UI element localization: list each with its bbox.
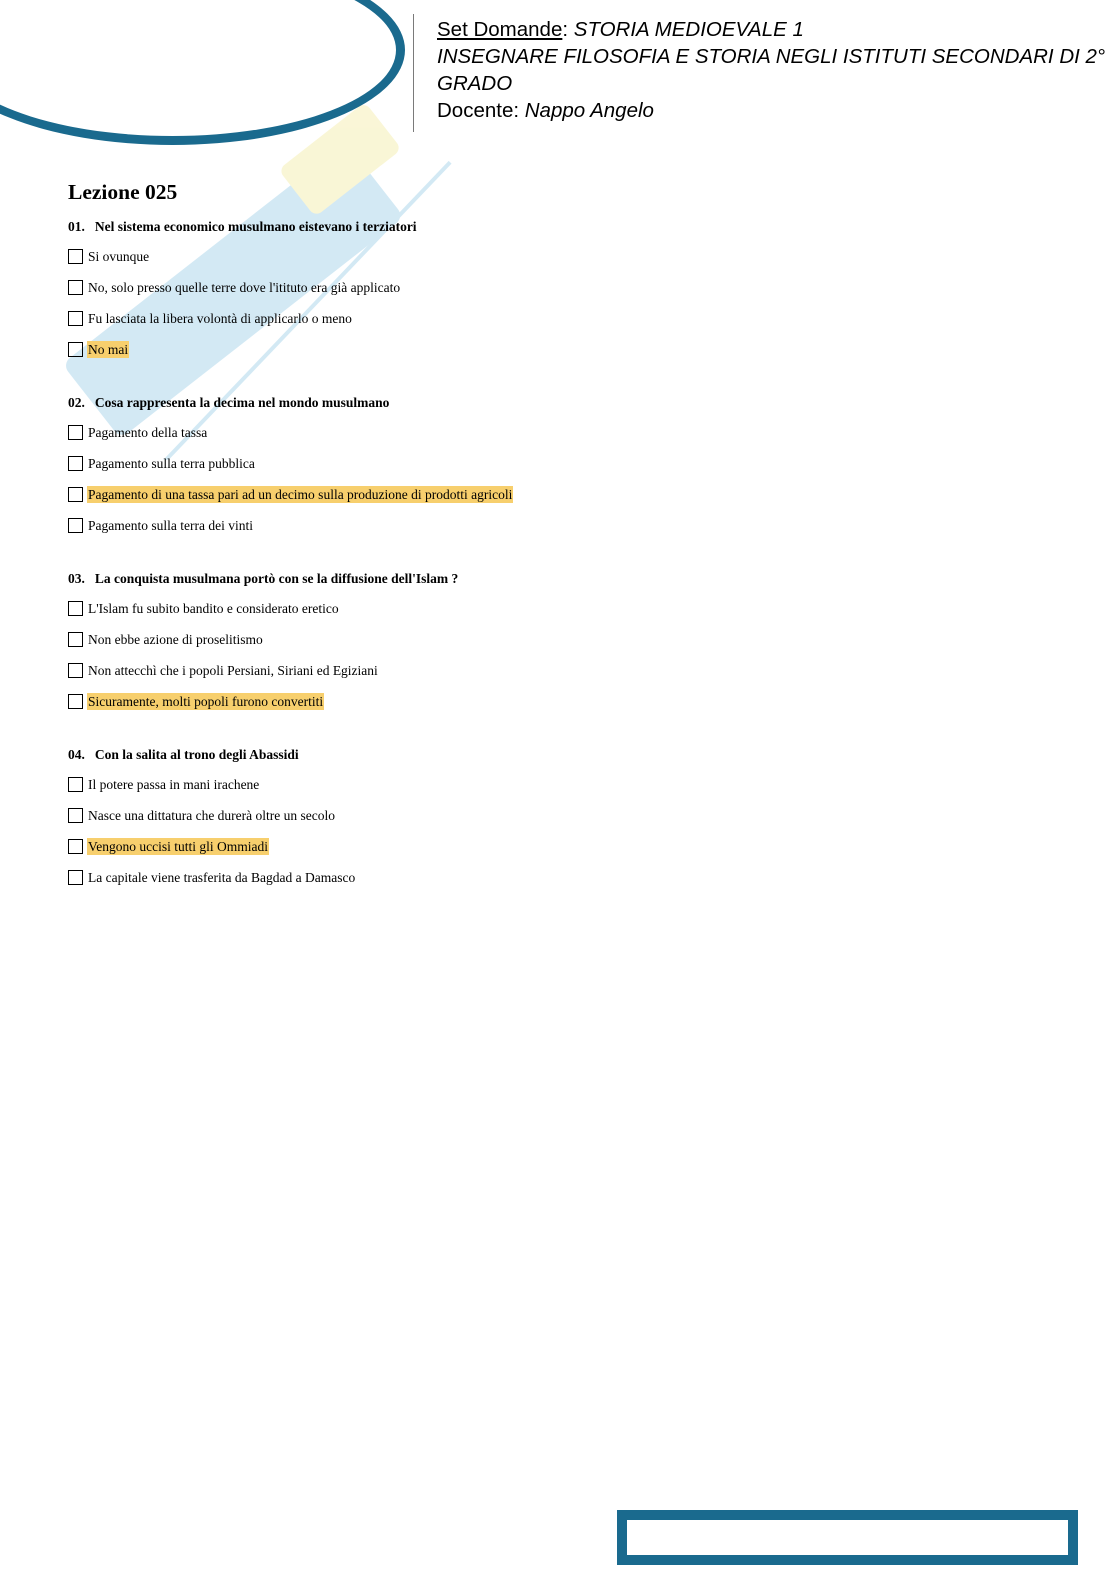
document-header bbox=[437, 16, 1107, 124]
question-number: 01. bbox=[68, 219, 85, 234]
answer-label: Non attecchì che i popoli Persiani, Siriani ed Egiziani bbox=[88, 663, 378, 678]
answer-label: Non ebbe azione di proselitismo bbox=[88, 632, 263, 647]
question-label: La conquista musulmana portò con se la diffusione dell'Islam ? bbox=[94, 571, 459, 586]
answer-label: Fu lasciata la libera volontà di applicarlo o meno bbox=[88, 311, 352, 326]
answer-label-highlighted: Sicuramente, molti popoli furono convertiti bbox=[88, 694, 324, 709]
checkbox[interactable] bbox=[68, 280, 83, 295]
question-text bbox=[68, 395, 768, 414]
quiz-content bbox=[68, 180, 768, 923]
question-list bbox=[68, 219, 768, 900]
checkbox[interactable] bbox=[68, 311, 83, 326]
answer-option[interactable] bbox=[68, 279, 768, 310]
set-value: STORIA MEDIOEVALE 1 bbox=[573, 18, 804, 41]
teacher-line bbox=[437, 97, 1107, 124]
logo-ring bbox=[0, 0, 405, 145]
answer-option[interactable] bbox=[68, 869, 768, 900]
answer-label: No, solo presso quelle terre dove l'itituto era già applicato bbox=[88, 280, 401, 295]
answer-option[interactable] bbox=[68, 807, 768, 838]
checkbox[interactable] bbox=[68, 601, 83, 616]
answer-option[interactable] bbox=[68, 341, 768, 372]
answer-label: Pagamento sulla terra pubblica bbox=[88, 456, 255, 471]
set-line bbox=[437, 16, 1107, 43]
answer-label: Pagamento della tassa bbox=[88, 425, 208, 440]
question-number: 02. bbox=[68, 395, 85, 410]
answer-label: La capitale viene trasferita da Bagdad a Damasco bbox=[88, 870, 356, 885]
checkbox[interactable] bbox=[68, 870, 83, 885]
answer-option[interactable] bbox=[68, 248, 768, 279]
answer-label-highlighted: Vengono uccisi tutti gli Ommiadi bbox=[88, 839, 268, 854]
question-4 bbox=[68, 747, 768, 900]
answer-option[interactable] bbox=[68, 600, 768, 631]
question-number: 03. bbox=[68, 571, 85, 586]
checkbox[interactable] bbox=[68, 808, 83, 823]
checkbox[interactable] bbox=[68, 342, 83, 357]
course-line: INSEGNARE FILOSOFIA E STORIA NEGLI ISTITUTI SECONDARI DI 2° GRADO bbox=[437, 45, 1106, 95]
footer-box bbox=[617, 1510, 1078, 1565]
question-text bbox=[68, 747, 768, 766]
checkbox[interactable] bbox=[68, 518, 83, 533]
answer-option[interactable] bbox=[68, 486, 768, 517]
checkbox[interactable] bbox=[68, 777, 83, 792]
checkbox[interactable] bbox=[68, 456, 83, 471]
answer-option[interactable] bbox=[68, 776, 768, 807]
answer-option[interactable] bbox=[68, 631, 768, 662]
question-text bbox=[68, 571, 768, 590]
answer-option[interactable] bbox=[68, 693, 768, 724]
answer-label: L'Islam fu subito bandito e considerato eretico bbox=[88, 601, 339, 616]
checkbox[interactable] bbox=[68, 632, 83, 647]
question-label: Cosa rappresenta la decima nel mondo musulmano bbox=[94, 395, 390, 410]
answer-label-highlighted: No mai bbox=[88, 342, 129, 357]
checkbox[interactable] bbox=[68, 425, 83, 440]
question-label: Nel sistema economico musulmano eistevano i terziatori bbox=[94, 219, 417, 234]
answer-option[interactable] bbox=[68, 517, 768, 548]
checkbox[interactable] bbox=[68, 249, 83, 264]
checkbox[interactable] bbox=[68, 694, 83, 709]
question-3 bbox=[68, 571, 768, 724]
answer-option[interactable] bbox=[68, 838, 768, 869]
answer-label: Nasce una dittatura che durerà oltre un secolo bbox=[88, 808, 336, 823]
answer-option[interactable] bbox=[68, 424, 768, 455]
question-2 bbox=[68, 395, 768, 548]
answer-label-highlighted: Pagamento di una tassa pari ad un decimo sulla produzione di prodotti agricoli bbox=[88, 487, 513, 502]
checkbox[interactable] bbox=[68, 839, 83, 854]
teacher-label: Docente: bbox=[437, 99, 525, 122]
answer-option[interactable] bbox=[68, 310, 768, 341]
checkbox[interactable] bbox=[68, 487, 83, 502]
answer-option[interactable] bbox=[68, 662, 768, 693]
question-label: Con la salita al trono degli Abassidi bbox=[94, 747, 299, 762]
header-divider bbox=[413, 14, 414, 132]
checkbox[interactable] bbox=[68, 663, 83, 678]
question-1 bbox=[68, 219, 768, 372]
answer-label: Pagamento sulla terra dei vinti bbox=[88, 518, 253, 533]
question-number: 04. bbox=[68, 747, 85, 762]
answer-option[interactable] bbox=[68, 455, 768, 486]
question-text bbox=[68, 219, 768, 238]
lesson-title: Lezione 025 bbox=[68, 180, 178, 204]
set-separator: : bbox=[562, 18, 574, 41]
teacher-name: Nappo Angelo bbox=[524, 99, 654, 122]
set-label: Set Domande bbox=[437, 18, 563, 41]
answer-label: Si ovunque bbox=[88, 249, 150, 264]
answer-label: Il potere passa in mani irachene bbox=[88, 777, 260, 792]
